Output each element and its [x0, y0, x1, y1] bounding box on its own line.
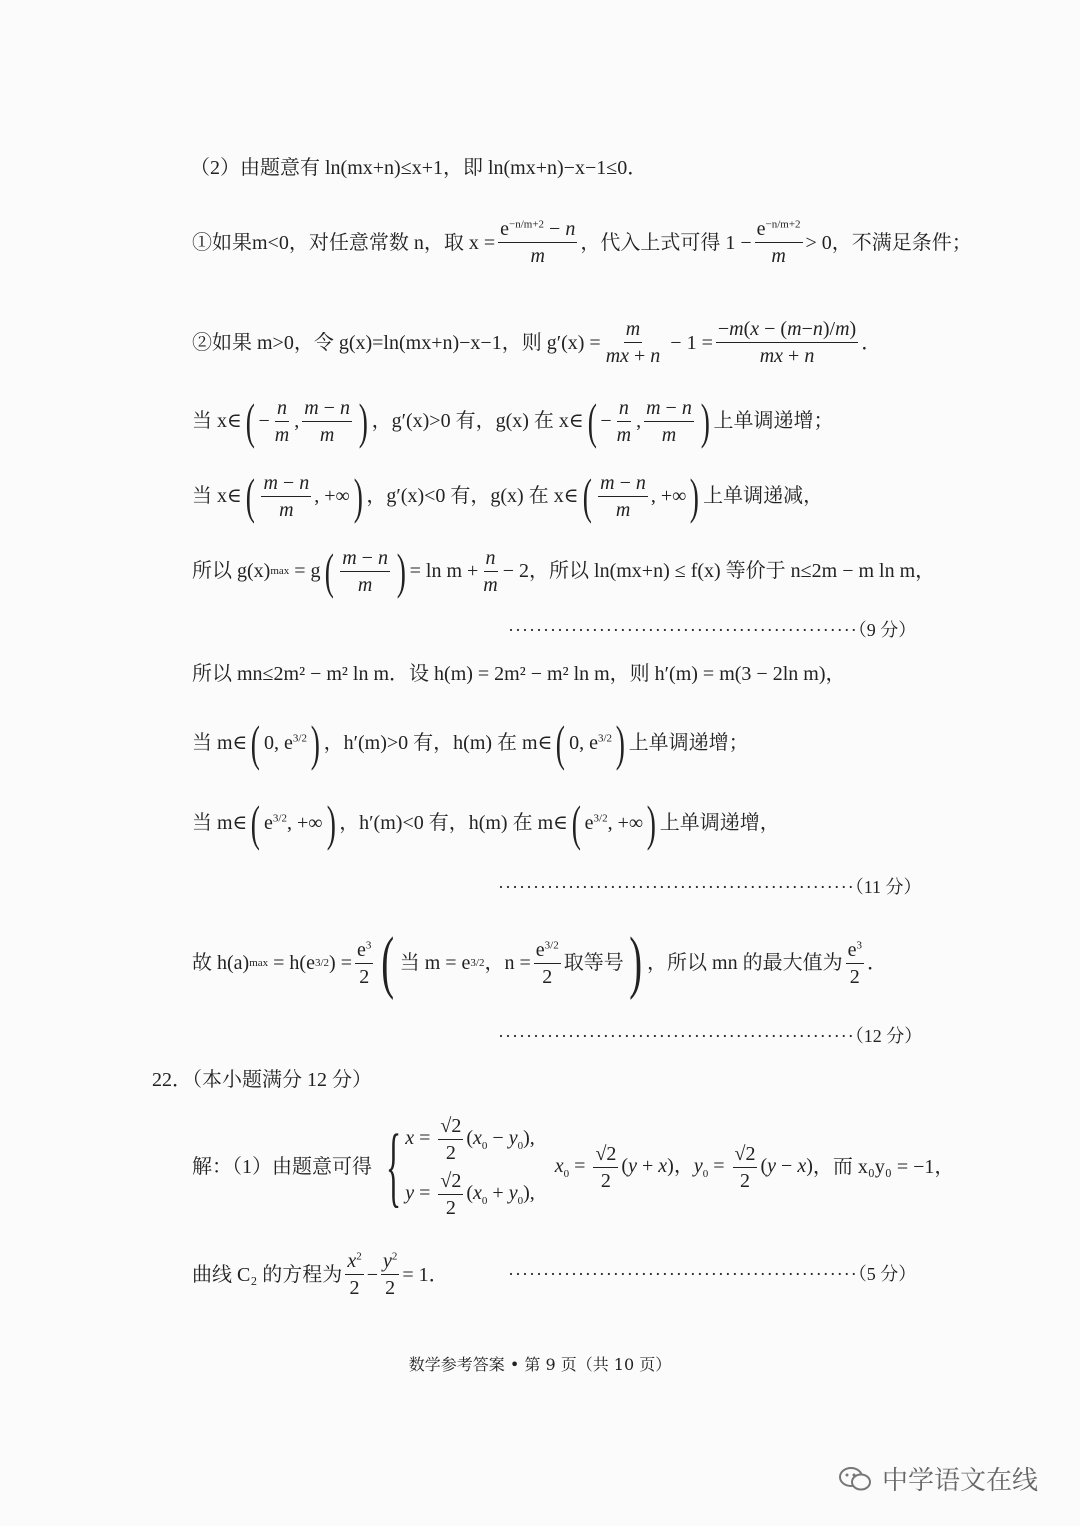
score-12: ···················································（12 分） — [498, 1026, 923, 1046]
text-line: 22．（本小题满分 12 分） — [152, 1069, 372, 1091]
text-segment: 上单调递减， — [703, 485, 824, 507]
text-segment: ，代入上式可得 1 − — [580, 231, 752, 254]
increasing-interval-g: 当 x∈ ( − $\frac{n}{m}$ , $\frac{m - n}{m}$ ) ，g′(x)>0 有，g(x) 在 x∈ ( − $\frac{n}{m}$ , $\frac{m - n}{m}$ ) 上单调递增； — [192, 393, 834, 449]
question-22-solution: 解：（1）由题意可得 { x = $\frac{√2}{2}$ $(x_0 - y_0)$, y = $\frac{√2}{2}$ $(x_0 + y_0)$, $x_0$ = $\frac{√2}{2}$ (y + x)，$y_0$ = $\frac{√2}{2}$ (y − x) ，而 x₀y₀ = −1， — [192, 1115, 955, 1219]
solution-part2-intro — [190, 158, 647, 178]
text-segment: − 2，所以 ln(mx+n) ≤ f(x) 等价于 n≤2m − m ln m， — [502, 560, 936, 582]
case-m-positive: ②如果 m>0，令 g(x)=ln(mx+n)−x−1，则 g′(x) = $\frac{m}{mx + n}$ − 1 = $\frac{-m(x - (m-n)/m)}{mx + n}$ ． — [192, 318, 882, 367]
text-segment: 上单调递增； — [713, 410, 834, 432]
text-segment: ，而 x₀y₀ = −1， — [812, 1156, 955, 1178]
subscript: max — [270, 564, 290, 577]
score-label: （12 分） — [854, 1026, 923, 1046]
text-segment: 上单调递增； — [628, 732, 749, 754]
score-11: ···················································（11 分） — [498, 877, 922, 897]
text-segment: 上单调递增， — [659, 812, 780, 834]
curve-equation: 曲线 C₂ 的方程为 $\frac{x^2}{2}$ − $\frac{y^2}{2}$ = 1． — [192, 1250, 449, 1299]
fraction-derivative: $\frac{m}{mx + n}$ — [605, 318, 661, 367]
text-segment: = 1． — [402, 1263, 449, 1286]
text-segment: m<0，对任意常数 n，取 x = — [252, 231, 496, 254]
fraction-exp: $\frac{e^{-n/m+2}}{m}$ — [756, 218, 801, 267]
second-interval-h: 当 m∈ ( $e^{3/2}$, +∞ ) ，h′(m)<0 有，h(m) 在 m∈ ( $e^{3/2}$, +∞ ) 上单调递增， — [192, 795, 780, 851]
text-segment: 解：（1）由题意可得 — [192, 1156, 372, 1178]
fraction-derivative-simplified: $\frac{-m(x - (m-n)/m)}{mx + n}$ — [717, 318, 857, 367]
decreasing-interval-g: 当 x∈ ( $\frac{m - n}{m}$ , +∞ ) ，g′(x)<0 有，g(x) 在 x∈ ( $\frac{m - n}{m}$ , +∞ ) 上单调递减， — [192, 468, 824, 524]
equation-system: { x = $\frac{√2}{2}$ $(x_0 - y_0)$, y = $\frac{√2}{2}$ $(x_0 + y_0)$, — [386, 1115, 535, 1219]
case-m-negative — [192, 218, 972, 267]
text-segment: 故 h(a) — [192, 952, 250, 974]
text-segment: 当 m∈ — [192, 812, 248, 834]
text-line: 所以 mn≤2m² − m² ln m．设 h(m) = 2m² − m² ln m，则 h′(m) = m(3 − 2ln m)， — [192, 663, 846, 685]
text-segment: ，h′(m)<0 有，h(m) 在 m∈ — [339, 812, 568, 834]
g-maximum: 所以 g(x) max = g ( $\frac{m - n}{m}$ ) = ln m + $\frac{n}{m}$ − 2，所以 ln(mx+n) ≤ f(x) 等价于 n≤2m − m ln m， — [192, 543, 936, 599]
text-segment: = ln m + — [409, 560, 479, 582]
subscript: max — [249, 956, 269, 969]
text-segment: = h(e — [273, 952, 315, 974]
score-9: ··················································（9 分） — [508, 620, 917, 640]
text-segment: ) = — [329, 952, 352, 974]
text-segment: ②如果 m>0，令 g(x)=ln(mx+n)−x−1，则 g′(x) = — [192, 331, 601, 354]
text-segment: 所以 g(x) — [192, 560, 271, 582]
score-label: （5 分） — [857, 1264, 917, 1284]
text-segment: = g — [294, 560, 321, 582]
watermark — [838, 1460, 1038, 1497]
text-segment: ①如果 — [192, 231, 252, 254]
question-22-header — [152, 1070, 372, 1090]
score-label: （9 分） — [857, 620, 917, 640]
text-segment: ，h′(m)>0 有，h(m) 在 m∈ — [323, 732, 553, 754]
text-segment: 当 m∈ — [192, 732, 248, 754]
text-segment: 当 x∈ — [192, 410, 242, 432]
text-segment: 取等号 — [563, 952, 624, 974]
page-footer: 数学参考答案 • 第 9 页（共 10 页） — [408, 1355, 672, 1374]
text-line: （2）由题意有 ln(mx+n)≤x+1，即 ln(mx+n)−x−1≤0． — [190, 157, 648, 179]
wechat-icon — [838, 1465, 872, 1493]
text-segment: ，所以 mn 的最大值为 — [647, 952, 843, 974]
text-segment: 曲线 C₂ 的方程为 — [192, 1263, 343, 1286]
score-label: （11 分） — [854, 877, 922, 897]
text-segment: ，n = — [484, 952, 531, 974]
watermark-text: 中学语文在线 — [882, 1466, 1039, 1496]
increasing-interval-h: 当 m∈ ( 0, $e^{3/2}$ ) ，h′(m)>0 有，h(m) 在 m∈ ( 0, $e^{3/2}$ ) 上单调递增； — [192, 715, 749, 771]
text-segment: > 0，不满足条件； — [805, 231, 972, 254]
text-segment: 当 x∈ — [192, 485, 242, 507]
text-segment: 当 m = e — [399, 952, 471, 974]
text-segment: ，g′(x)<0 有，g(x) 在 x∈ — [366, 485, 579, 507]
fraction-x-value: $\frac{e^{-n/m+2} - n}{m}$ — [500, 218, 576, 267]
score-5: ··················································（5 分） — [508, 1264, 917, 1284]
h-maximum-conclusion: 故 h(a) max = h(e 3/2 ) = $\frac{e^3}{2}$ ( 当 m = e 3/2 ，n = $\frac{e^{3/2}}{2}$ 取等号 ) ，所以 mn 的最大值为 $\frac{e^3}{2}$ ． — [192, 924, 887, 1001]
text-segment: ，g′(x)>0 有，g(x) 在 x∈ — [371, 410, 584, 432]
h-definition — [192, 664, 846, 684]
